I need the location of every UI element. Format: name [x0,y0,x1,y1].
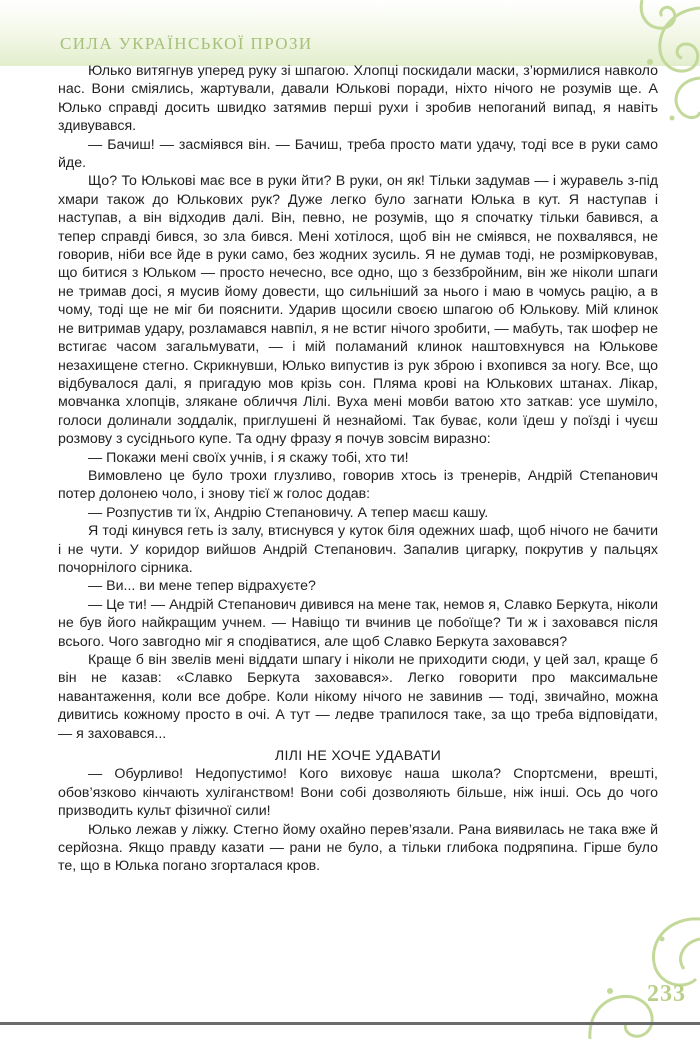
paragraph: Юлько лежав у ліжку. Стегно йому охайно перев’язали. Рана виявилась не така вже й серйозна. Якщо правду казати — рани не було, а тільки глибока подряпина. Гірше було те, що в Юлька погано згорталася кров. [58,821,658,875]
paragraph: — Покажи мені своїх учнів, і я скажу тобі, хто ти! [88,449,409,466]
paragraph: — Бачиш! — засміявся він. — Бачиш, треба просто мати удачу, тоді все в руки само йде. [58,136,658,172]
paragraph: Що? То Юлькові має все в руки йти? В руки, он як! Тільки задумав — і журавель з-під хмари також до Юлькових рук? Дуже легко було загнати Юлька в кут. Я наступав і наступав, а він відходив далі. Він, певно, не розумів, що я спочатку тільки бавився, а тепер справді бився, зо зла бився. Мені хотілося, щоб він не сміявся, не похвалявся, не говорив, ніби все йде в руки само, без жодних зусиль. Я не думав тоді, не розмірковував, що битися з Юльком — просто нечесно, все одно, що з беззбройним, він же ніколи шпаги не тримав досі, я мусив йому довести, що сильніший за нього і маю в чомусь рацію, а в чому, тоді ще не міг би пояснити. Ударив щосили своєю шпагою об Юлькову. Мій клинок не витримав удару, розламався навпіл, я не встиг нічого зробити, — мабуть, так шофер не встигає часом загальмувати, — і мій поламаний клинок наштовхнувся на Юлькове незахищене стегно. Скрикнувши, Юлько випустив із рук зброю і вхопився за ногу. Все, що відбувалося далі, я пригадую мов крізь сон. Пляма крові на Юлькових штанах. Лікар, мовчанка хлопців, злякане обличчя Лілі. Вуха мені мовби ватою хто заткав: усе шуміло, голоси долинали зоддалік, приглушені й незнайомі. Так буває, коли їдеш у поїзді і чуєш розмову з сусіднього купе. Та одну фразу я почув зовсім виразно: [58,173,658,448]
body-text [58,62,658,876]
running-header-title: СИЛА УКРАЇНСЬКОЇ ПРОЗИ [60,34,313,53]
paragraph: Краще б він звелів мені віддати шпагу і ніколи не приходити сюди, у цей зал, краще б він не казав: «Славко Беркута заховався». Легко говорити про максимальне навантаження, коли все добре. Коли нікому нічого не завинив — тоді, звичайно, можна дивитись кожному просто в очі. А тут — ледве трапилося таке, за що треба відповідати, — я заховався... [58,652,658,742]
paragraph: — Розпустив ти їх, Андрію Степановичу. А тепер маєш кашу. [88,504,489,521]
paragraph: — Обурливо! Недопустимо! Кого виховує наша школа? Спортсмени, врешті, обов’язково кінчають хуліганством! Вони собі дозволяють більше, ніж інші. Ось до чого призводить культ фізичної сили! [58,766,658,820]
page-number: 233 [647,981,686,1007]
paragraph: — Ви... ви мене тепер відрахуєте? [88,578,316,595]
paragraph: Вимовлено це було трохи глузливо, говорив хтось із тренерів, Андрій Степанович потер долонею чоло, і знову тієї ж голос додав: [58,467,658,503]
bottom-rule [0,1022,700,1025]
section-heading: ЛІЛІ НЕ ХОЧЕ УДАВАТИ [274,748,442,765]
paragraph: — Це ти! — Андрій Степанович дивився на мене так, немов я, Славко Беркута, ніколи не був його найкращим учнем. — Навіщо ти вчинив це побоїще? Ти ж і заховався після всього. Чого завгодно міг я сподіватися, але щоб Славко Беркута заховався? [58,596,658,650]
swirl-ornament-icon [550,899,700,1039]
paragraph: Я тоді кинувся геть із залу, втиснувся у куток біля одежних шаф, щоб нічого не бачити і не чути. У коридор вийшов Андрій Степанович. Запалив цигарку, покрутив у пальцях почорнілого сірника. [58,523,658,576]
paragraph: Юлько витягнув уперед руку зі шпагою. Хлопці поскидали маски, з’юрмилися навколо нас. Вони сміялись, жартували, давали Юльковi поради, ніхто нічого не розумів ще. А Юлько справді досить швидко затямив перші рухи і зробив непоганий випад, я навіть здивувався. [58,63,658,135]
